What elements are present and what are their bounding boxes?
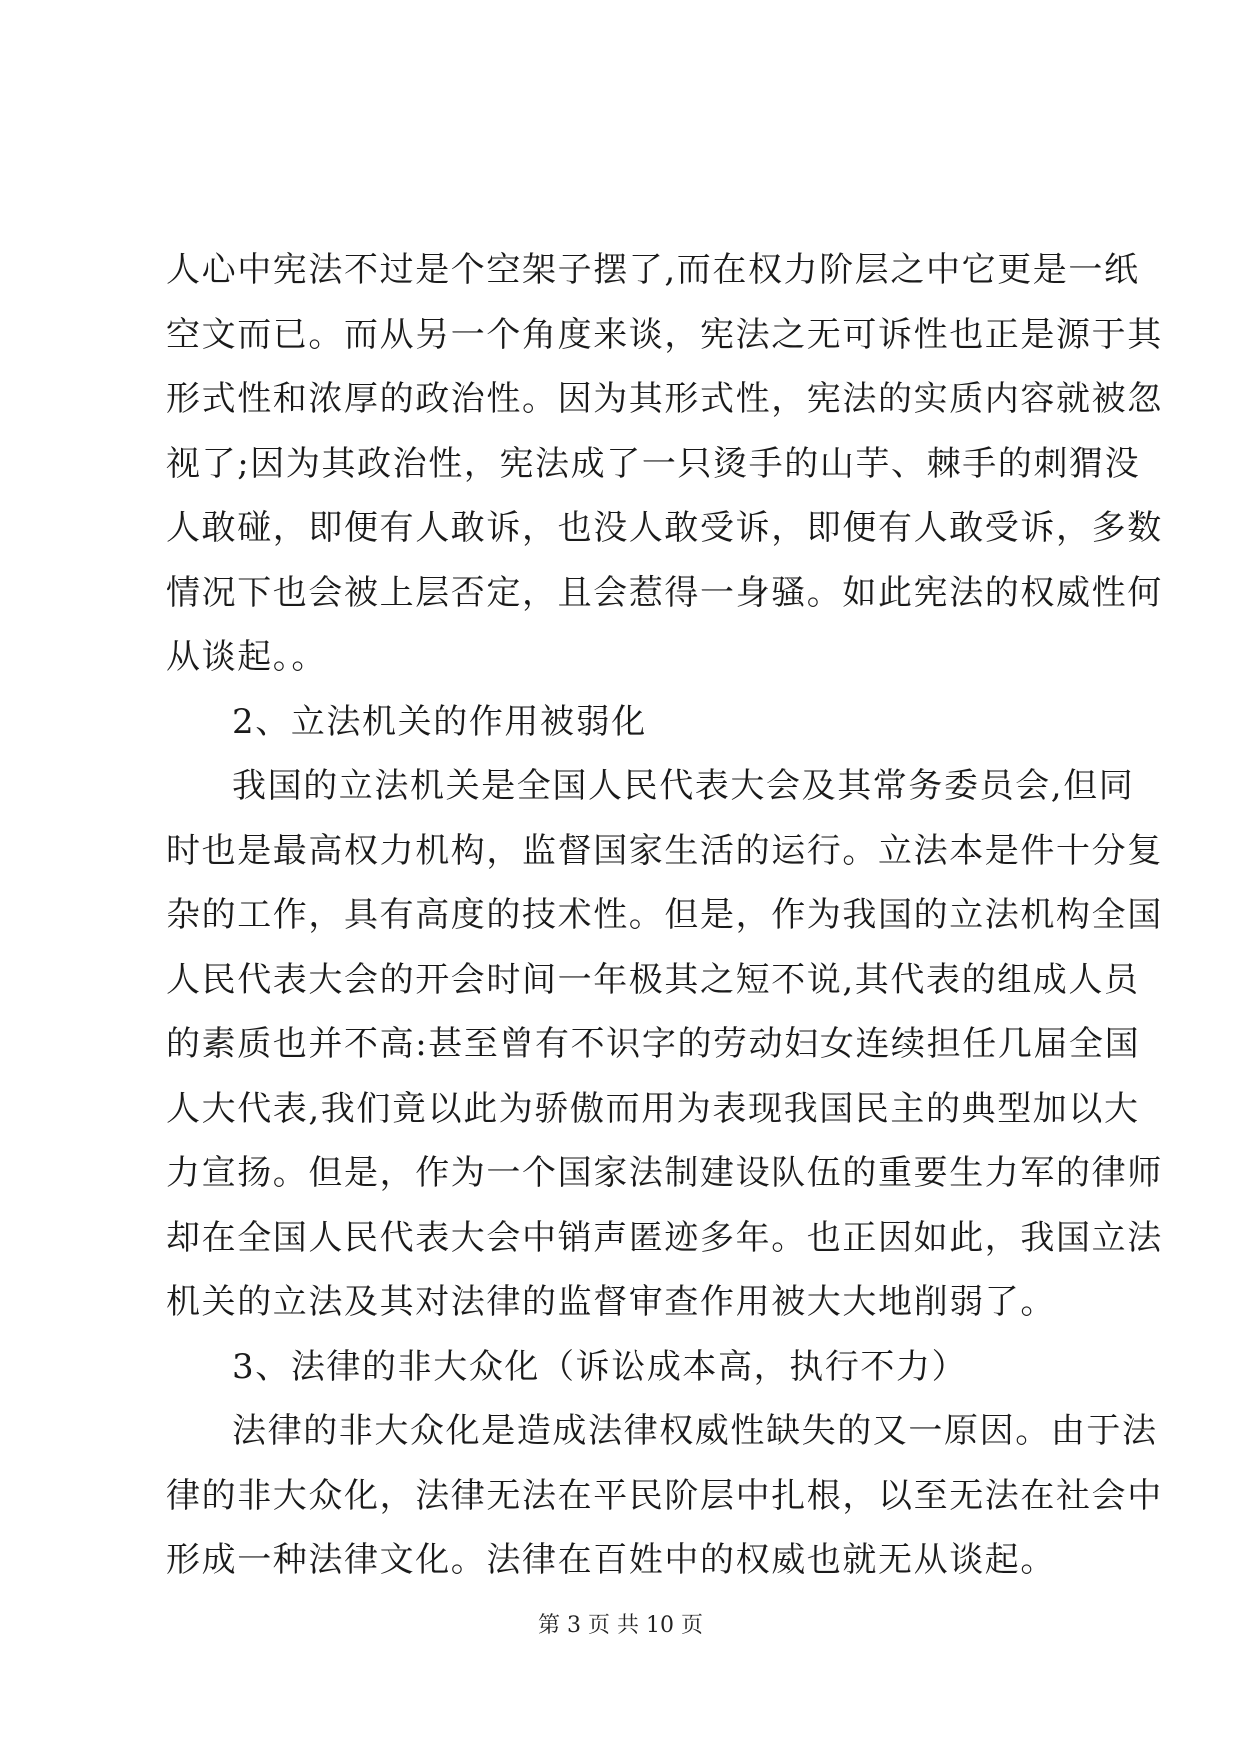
page-number-footer: 第 3 页 共 10 页 [538,1613,703,1638]
text-line: 形成一种法律文化。法律在百姓中的权威也就无从谈起。 [166,1540,1056,1580]
text-line: 杂的工作，具有高度的技术性。但是，作为我国的立法机构全国 [166,895,1163,935]
text-line: 从谈起。。 [166,637,327,677]
text-line: 人大代表,我们竟以此为骄傲而用为表现我国民主的典型加以大 [166,1088,1140,1129]
text-line: 机关的立法及其对法律的监督审查作用被大大地削弱了。 [166,1282,1056,1322]
text-line: 形式性和浓厚的政治性。因为其形式性，宪法的实质内容就被忽 [166,379,1163,419]
text-line: 空文而已。而从另一个角度来谈，宪法之无可诉性也正是源于其 [166,314,1163,355]
text-line: 律的非大众化，法律无法在平民阶层中扎根，以至无法在社会中 [166,1475,1163,1516]
text-line: 人敢碰，即便有人敢诉，也没人敢受诉，即便有人敢受诉，多数 [166,508,1163,548]
text-line: 情况下也会被上层否定，且会惹得一身骚。如此宪法的权威性何 [166,572,1163,613]
text-line: 我国的立法机关是全国人民代表大会及其常务委员会,但同 [232,766,1135,806]
text-line: 人民代表大会的开会时间一年极其之短不说,其代表的组成人员 [166,959,1140,1000]
text-line: 法律的非大众化是造成法律权威性缺失的又一原因。由于法 [232,1411,1158,1451]
text-line: 的素质也并不高:甚至曾有不识字的劳动妇女连续担任几届全国 [166,1024,1141,1064]
text-line: 力宣扬。但是，作为一个国家法制建设队伍的重要生力军的律师 [166,1153,1163,1193]
text-line: 人心中宪法不过是个空架子摆了,而在权力阶层之中它更是一纸 [166,250,1140,290]
text-line: 却在全国人民代表大会中销声匿迹多年。也正因如此，我国立法 [166,1217,1163,1258]
paragraph-law-popularization [166,1399,1163,1593]
paragraph-continuation [166,238,1163,690]
body-text [166,238,1163,1593]
text-line: 视了;因为其政治性，宪法成了一只烫手的山芋、棘手的刺猬没 [166,443,1141,484]
section-heading-2: 2、立法机关的作用被弱化 [232,701,647,742]
paragraph-legislature [166,754,1163,1335]
section-heading-3: 3、法律的非大众化（诉讼成本高，执行不力） [232,1346,968,1387]
text-line: 时也是最高权力机构，监督国家生活的运行。立法本是件十分复 [166,830,1163,871]
